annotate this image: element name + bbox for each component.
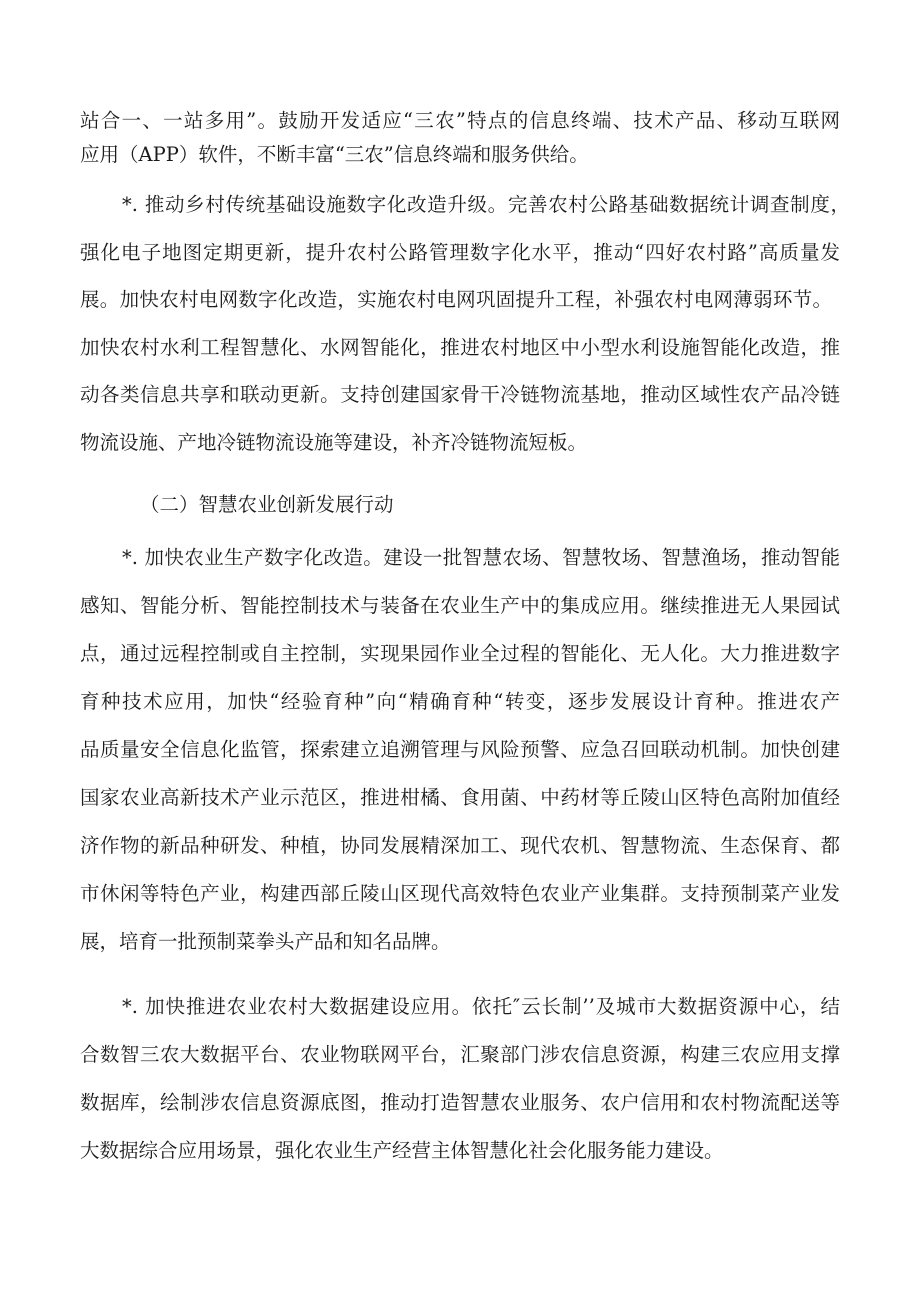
paragraph-line: 国家农业高新技术产业示范区，推进柑橘、食用菌、中药材等丘陵山区特色高附加值经 <box>80 786 840 809</box>
paragraph-line: 应用（APP）软件，不断丰富“三农”信息终端和服务供给。 <box>80 143 589 166</box>
paragraph-line: 育种技术应用，加快“经验育种”向“精确育种“转变，逐步发展设计育种。推进农产 <box>80 690 840 713</box>
paragraph-line: 数据库，绘制涉农信息资源底图，推动打造智慧农业服务、农户信用和农村物流配送等 <box>80 1091 840 1114</box>
paragraph-line: 展，培育一批预制菜拳头产品和知名品牌。 <box>80 930 451 953</box>
paragraph-line: 合数智三农大数据平台、农业物联网平台，汇聚部门涉农信息资源，构建三农应用支撑 <box>80 1043 840 1066</box>
paragraph-line: 济作物的新品种研发、种植，协同发展精深加工、现代农机、智慧物流、生态保育、都 <box>80 834 840 857</box>
paragraph-line: 强化电子地图定期更新，提升农村公路管理数字化水平，推动“四好农村路”高质量发 <box>80 241 840 264</box>
paragraph-line: 站合一、一站多用”。鼓励开发适应“三农”特点的信息终端、技术产品、移动互联网 <box>80 109 840 132</box>
section-heading: （二）智慧农业创新发展行动 <box>140 493 394 516</box>
paragraph-line: 物流设施、产地冷链物流设施等建设，补齐冷链物流短板。 <box>80 431 588 454</box>
paragraph-line: *. 加快农业生产数字化改造。建设一批智慧农场、智慧牧场、智慧渔场，推动智能 <box>122 546 840 569</box>
paragraph-line: 动各类信息共享和联动更新。支持创建国家骨干冷链物流基地，推动区域性农产品冷链 <box>80 383 840 406</box>
paragraph-line: *. 加快推进农业农村大数据建设应用。依托″云长制’’及城市大数据资源中心，结 <box>122 995 840 1018</box>
paragraph-line: *. 推动乡村传统基础设施数字化改造升级。完善农村公路基础数据统计调查制度， <box>122 193 850 216</box>
paragraph-line: 感知、智能分析、智能控制技术与装备在农业生产中的集成应用。继续推进无人果园试 <box>80 594 840 617</box>
paragraph-line: 展。加快农村电网数字化改造，实施农村电网巩固提升工程，补强农村电网薄弱环节。 <box>80 288 832 311</box>
paragraph-line: 品质量安全信息化监管，探索建立追溯管理与风险预警、应急召回联动机制。加快创建 <box>80 738 840 761</box>
paragraph-line: 市休闲等特色产业，构建西部丘陵山区现代高效特色农业产业集群。支持预制菜产业发 <box>80 882 840 905</box>
paragraph-line: 点，通过远程控制或自主控制，实现果园作业全过程的智能化、无人化。大力推进数字 <box>80 642 840 665</box>
paragraph-line: 大数据综合应用场景，强化农业生产经营主体智慧化社会化服务能力建设。 <box>80 1139 724 1162</box>
paragraph-line: 加快农村水利工程智慧化、水网智能化，推进农村地区中小型水利设施智能化改造，推 <box>80 336 840 359</box>
